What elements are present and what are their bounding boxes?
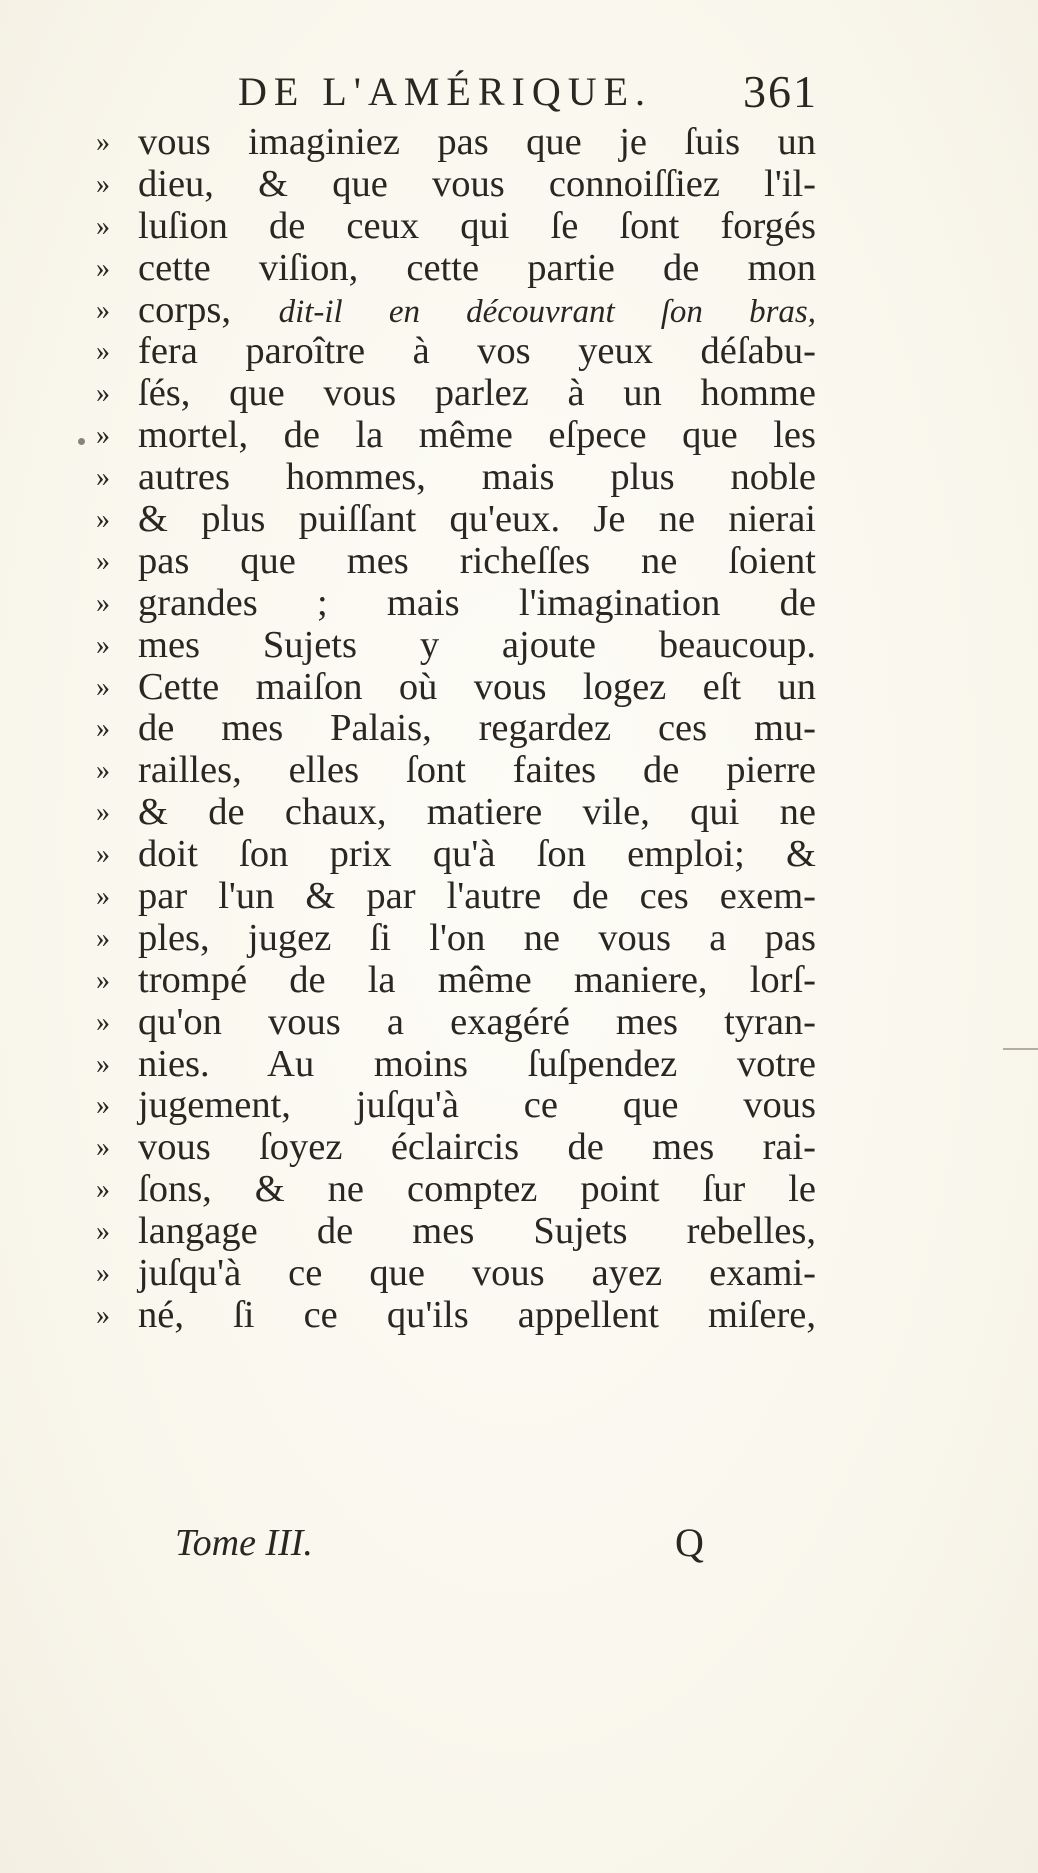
- text-line: [96, 1002, 816, 1044]
- text-line: [96, 750, 816, 792]
- line-text: grandes ; mais l'imagination de: [138, 581, 816, 624]
- line-text: vous ſoyez éclaircis de mes rai-: [138, 1126, 816, 1169]
- line-text: luſion de ceux qui ſe ſont forgés: [138, 204, 816, 247]
- line-text: jugement, juſqu'à ce que vous: [138, 1084, 816, 1127]
- line-text: vous imaginiez pas que je ſuis un: [138, 121, 816, 163]
- quote-mark: »: [96, 420, 110, 452]
- line-text-italic: dit-il en découvrant ſon bras,: [278, 293, 817, 330]
- signature-mark: Q: [675, 1520, 704, 1565]
- text-line: [96, 792, 816, 834]
- quote-mark: »: [96, 336, 110, 368]
- text-line: [96, 876, 816, 918]
- page-header: [238, 62, 818, 122]
- line-text: par l'un & par l'autre de ces exem-: [138, 875, 816, 918]
- line-text: nies. Au moins ſuſpendez votre: [138, 1042, 816, 1085]
- quote-mark: »: [96, 881, 110, 913]
- edge-mark: [1003, 1048, 1038, 1050]
- line-text: pas que mes richeſſes ne ſoient: [138, 539, 816, 582]
- quote-mark: »: [96, 671, 110, 703]
- quote-mark: »: [96, 1216, 110, 1248]
- line-text: trompé de la même maniere, lorſ-: [138, 958, 816, 1001]
- line-text: mortel, de la même eſpece que les: [138, 414, 816, 457]
- running-title: DE L'AMÉRIQUE.: [238, 69, 653, 114]
- page-footer: [175, 1518, 735, 1568]
- text-line: [96, 206, 816, 248]
- line-text: qu'on vous a exagéré mes tyran-: [138, 1000, 816, 1043]
- line-text: doit ſon prix qu'à ſon emploi; &: [138, 833, 816, 876]
- text-line: [96, 834, 816, 876]
- quote-mark: »: [96, 504, 110, 536]
- quote-mark: »: [96, 210, 110, 242]
- text-line: [96, 1295, 816, 1337]
- quote-mark: »: [96, 127, 110, 158]
- quote-mark: »: [96, 1006, 110, 1038]
- line-text: autres hommes, mais plus noble: [138, 456, 816, 499]
- text-line: [96, 122, 816, 164]
- text-line: [96, 373, 816, 415]
- quote-mark: »: [96, 797, 110, 829]
- margin-dot: [78, 438, 85, 445]
- text-line: [96, 164, 816, 206]
- text-line: [96, 625, 816, 667]
- line-text: mes Sujets y ajoute beaucoup.: [138, 623, 816, 666]
- quote-mark: »: [96, 168, 110, 200]
- text-line: [96, 290, 816, 332]
- quote-mark: »: [96, 922, 110, 954]
- line-text: & plus puiſſant qu'eux. Je ne nierai: [138, 498, 816, 541]
- text-line: [96, 415, 816, 457]
- volume-label: Tome III.: [175, 1522, 313, 1564]
- line-text: ſés, que vous parlez à un homme: [138, 372, 816, 415]
- line-text: fera paroître à vos yeux déſabu-: [138, 330, 816, 373]
- line-text: Cette maiſon où vous logez eſt un: [138, 665, 816, 708]
- text-line: [96, 1127, 816, 1169]
- quote-mark: »: [96, 1132, 110, 1164]
- quote-mark: »: [96, 1090, 110, 1122]
- quote-mark: »: [96, 587, 110, 619]
- line-text: & de chaux, matiere vile, qui ne: [138, 791, 816, 834]
- quote-mark: »: [96, 1174, 110, 1206]
- quote-mark: »: [96, 629, 110, 661]
- quote-mark: »: [96, 1299, 110, 1331]
- quote-mark: »: [96, 755, 110, 787]
- quote-mark: »: [96, 1048, 110, 1080]
- line-text-mixed: [138, 290, 816, 334]
- line-text: juſqu'à ce que vous ayez exami-: [138, 1252, 816, 1295]
- text-line: [96, 248, 816, 290]
- line-text: cette viſion, cette partie de mon: [138, 246, 816, 289]
- text-line: [96, 667, 816, 709]
- line-text: né, ſi ce qu'ils appellent miſere,: [138, 1293, 816, 1336]
- text-line: [96, 499, 816, 541]
- quote-mark: »: [96, 1258, 110, 1290]
- text-line: [96, 1211, 816, 1253]
- text-line: [96, 1085, 816, 1127]
- quote-mark: »: [96, 545, 110, 577]
- line-text: dieu, & que vous connoiſſiez l'il-: [138, 162, 816, 205]
- line-text: ſons, & ne comptez point ſur le: [138, 1168, 816, 1211]
- text-line: [96, 918, 816, 960]
- text-line: [96, 583, 816, 625]
- text-line: [96, 1253, 816, 1295]
- quote-mark: »: [96, 462, 110, 494]
- line-text: langage de mes Sujets rebelles,: [138, 1210, 816, 1253]
- text-line: [96, 1169, 816, 1211]
- quote-mark: »: [96, 378, 110, 410]
- text-line: [96, 708, 816, 750]
- quote-mark: »: [96, 294, 110, 326]
- quote-mark: »: [96, 964, 110, 996]
- quote-mark: »: [96, 839, 110, 871]
- line-text: ples, jugez ſi l'on ne vous a pas: [138, 916, 816, 959]
- line-text: railles, elles ſont faites de pierre: [138, 749, 816, 792]
- quote-mark: »: [96, 713, 110, 745]
- line-text-roman: corps,: [138, 288, 232, 331]
- body-text: [96, 122, 816, 1337]
- quote-mark: »: [96, 252, 110, 284]
- text-line: [96, 1044, 816, 1086]
- text-line: [96, 331, 816, 373]
- page-number: 361: [743, 66, 818, 117]
- text-line: [96, 541, 816, 583]
- line-text: de mes Palais, regardez ces mu-: [138, 707, 816, 750]
- text-line: [96, 457, 816, 499]
- text-line: [96, 960, 816, 1002]
